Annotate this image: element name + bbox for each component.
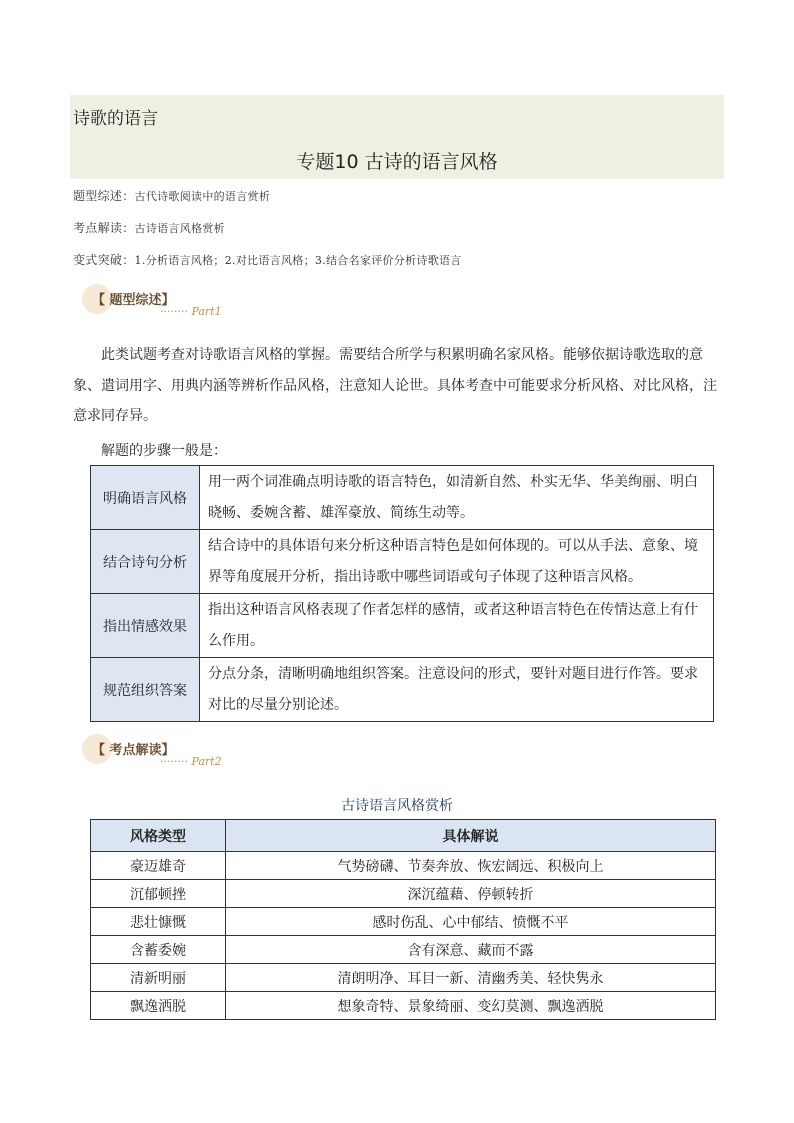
table-row xyxy=(91,880,716,908)
table-row xyxy=(91,594,714,658)
table-header-row xyxy=(91,820,716,852)
step-text: 指出这种语言风格表现了作者怎样的感情，或者这种语言特色在传情达意上有什么作用。 xyxy=(200,594,714,658)
style-desc: 气势磅礴、节奏奔放、恢宏阔远、积极向上 xyxy=(226,852,716,880)
style-type: 悲壮慷慨 xyxy=(91,908,226,936)
step-name: 规范组织答案 xyxy=(91,658,200,722)
style-desc: 感时伤乱、心中郁结、愤慨不平 xyxy=(226,908,716,936)
table-row xyxy=(91,936,716,964)
page-title: 专题10 古诗的语言风格 xyxy=(296,151,498,173)
table-row xyxy=(91,530,714,594)
style-desc: 清朗明净、耳目一新、清幽秀美、轻快隽永 xyxy=(226,964,716,992)
steps-table xyxy=(90,465,714,722)
overview-paragraph: 此类试题考查对诗歌语言风格的掌握。需要结合所学与积累明确名家风格。能够依据诗歌选取的意象、遣词用字、用典内涵等辨析作品风格，注意知人论世。具体考查中可能要求分析风格、对比风格，注意求同存异。 xyxy=(73,347,717,424)
column-header: 风格类型 xyxy=(91,820,226,852)
table-row xyxy=(91,466,714,530)
meta-point-label: 考点解读： xyxy=(73,221,135,235)
meta-variant xyxy=(73,251,462,268)
table-title: 古诗语言风格赏析 xyxy=(341,798,453,814)
style-type: 含蓄委婉 xyxy=(91,936,226,964)
styles-table xyxy=(90,819,716,1020)
table-row xyxy=(91,992,716,1020)
style-type: 清新明丽 xyxy=(91,964,226,992)
meta-point-value: 古诗语言风格赏析 xyxy=(134,222,225,235)
style-type: 沉郁顿挫 xyxy=(91,880,226,908)
style-type: 豪迈雄奇 xyxy=(91,852,226,880)
step-text: 分点分条，清晰明确地组织答案。注意设问的形式，要针对题目进行作答。要求对比的尽量分别论述。 xyxy=(200,658,714,722)
section-part: ········ Part1 xyxy=(160,305,222,318)
step-name: 指出情感效果 xyxy=(91,594,200,658)
meta-type-value: 古代诗歌阅读中的语言赏析 xyxy=(134,190,271,203)
section-label: 【 题型综述】 xyxy=(92,293,175,308)
step-name: 结合诗句分析 xyxy=(91,530,200,594)
step-text: 结合诗中的具体语句来分析这种语言特色是如何体现的。可以从手法、意象、境界等角度展开分析，指出诗歌中哪些词语或句子体现了这种语言风格。 xyxy=(200,530,714,594)
table-row xyxy=(91,658,714,722)
category-title: 诗歌的语言 xyxy=(73,109,158,129)
style-desc: 想象奇特、景象绮丽、变幻莫测、飘逸洒脱 xyxy=(226,992,716,1020)
table-row xyxy=(91,908,716,936)
section-label: 【 考点解读】 xyxy=(92,743,175,758)
style-type: 飘逸洒脱 xyxy=(91,992,226,1020)
meta-variant-value: 1.分析语言风格；2.对比语言风格；3.结合名家评价分析诗歌语言 xyxy=(134,254,462,267)
step-name: 明确语言风格 xyxy=(91,466,200,530)
meta-variant-label: 变式突破： xyxy=(73,253,135,267)
steps-intro: 解题的步骤一般是： xyxy=(101,443,227,459)
meta-type-label: 题型综述： xyxy=(73,189,135,203)
step-text: 用一两个词准确点明诗歌的语言特色，如清新自然、朴实无华、华美绚丽、明白晓畅、委婉含蓄、雄浑豪放、简练生动等。 xyxy=(200,466,714,530)
table-row xyxy=(91,964,716,992)
meta-type xyxy=(73,187,270,204)
style-desc: 含有深意、藏而不露 xyxy=(226,936,716,964)
style-desc: 深沉蕴藉、停顿转折 xyxy=(226,880,716,908)
table-row xyxy=(91,852,716,880)
section-part: ········ Part2 xyxy=(160,755,222,768)
column-header: 具体解说 xyxy=(226,820,716,852)
meta-point xyxy=(73,219,225,236)
